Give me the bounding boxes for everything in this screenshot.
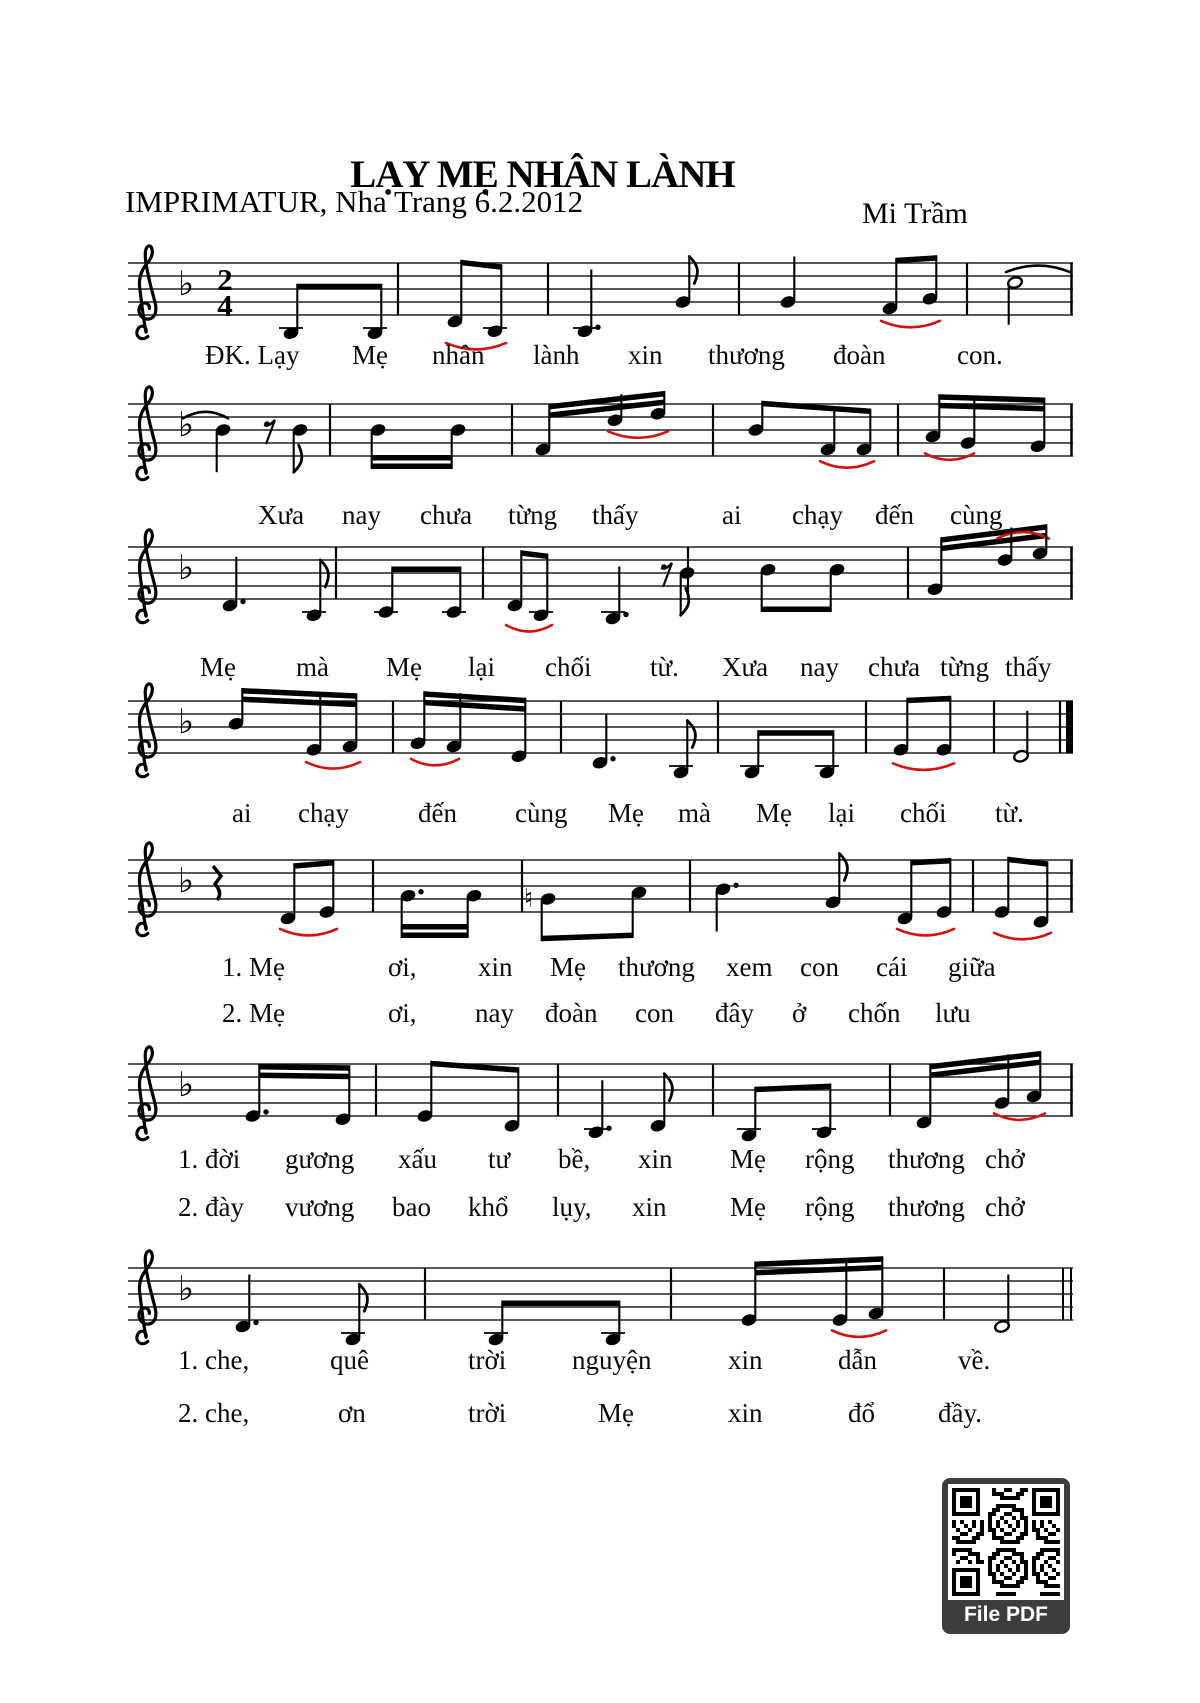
lyric-word: từng bbox=[508, 500, 558, 530]
note bbox=[820, 407, 836, 457]
note bbox=[450, 423, 466, 469]
lyric-word: vương bbox=[285, 1192, 355, 1222]
note bbox=[235, 1275, 259, 1334]
staff-system-2 bbox=[128, 364, 1083, 514]
note bbox=[228, 688, 244, 731]
lyric-word: đổ bbox=[848, 1398, 875, 1428]
beam bbox=[502, 1301, 619, 1307]
lyric-word: Mẹ bbox=[598, 1398, 634, 1428]
note bbox=[292, 423, 308, 472]
staff-system-4 bbox=[128, 661, 1083, 811]
lyric-word: con bbox=[635, 998, 674, 1028]
lyric-word: Mẹ bbox=[756, 798, 792, 828]
tie-arc bbox=[1006, 266, 1070, 273]
lyric-word: lành bbox=[533, 340, 580, 370]
slur-arc bbox=[994, 933, 1051, 940]
beam bbox=[542, 933, 633, 942]
eighth-flag bbox=[689, 257, 697, 284]
note bbox=[370, 423, 386, 469]
imprimatur-line: IMPRIMATUR, Nha Trang 6.2.2012 bbox=[125, 184, 584, 219]
lyric-word: con bbox=[800, 952, 839, 982]
note bbox=[1033, 861, 1049, 928]
lyric-word: từ. bbox=[650, 652, 679, 682]
beam bbox=[461, 260, 501, 270]
lyric-word: cùng bbox=[950, 500, 1003, 530]
beam bbox=[521, 550, 547, 559]
note bbox=[363, 284, 387, 340]
lyric-word: lụy, bbox=[552, 1192, 592, 1222]
beam bbox=[372, 455, 452, 461]
note bbox=[400, 889, 424, 938]
lyric-word: nhân bbox=[432, 340, 485, 370]
slur-arc bbox=[832, 1330, 886, 1337]
lyric-word: mà bbox=[678, 798, 711, 828]
note bbox=[447, 260, 463, 329]
lyric-word: lại bbox=[828, 798, 855, 828]
note bbox=[601, 567, 629, 626]
lyric-word: 2. đày bbox=[178, 1192, 244, 1222]
flat-key-signature-icon: ♭ bbox=[178, 548, 195, 588]
beam bbox=[294, 860, 333, 869]
lyric-word: chở bbox=[985, 1192, 1025, 1222]
lyric-word: lưu bbox=[935, 998, 971, 1028]
qr-code-block[interactable] bbox=[942, 1478, 1070, 1634]
lyric-word: rộng bbox=[805, 1192, 855, 1222]
beam bbox=[911, 858, 950, 865]
note bbox=[442, 567, 466, 619]
lyric-word: cái bbox=[876, 952, 908, 982]
beam bbox=[896, 255, 936, 263]
treble-clef-icon bbox=[137, 684, 156, 777]
lyric-word: 2. Mẹ bbox=[222, 998, 285, 1028]
lyric-word: ĐK. Lạy bbox=[205, 340, 300, 370]
flat-key-signature-icon: ♭ bbox=[178, 861, 195, 901]
lyric-word: chốn bbox=[848, 998, 901, 1028]
eighth-flag bbox=[839, 854, 847, 881]
beam bbox=[372, 464, 452, 470]
beam bbox=[755, 1084, 830, 1093]
note bbox=[279, 284, 303, 340]
lyric-word: xin bbox=[728, 1398, 763, 1428]
note bbox=[737, 1087, 761, 1143]
lyric-word: từ. bbox=[995, 798, 1024, 828]
note bbox=[1013, 711, 1029, 763]
lyric-word: chưa bbox=[420, 500, 473, 530]
treble-clef-icon bbox=[137, 1251, 156, 1344]
note bbox=[994, 1275, 1010, 1334]
eighth-rest-icon bbox=[264, 420, 275, 444]
lyric-word: thương bbox=[888, 1192, 965, 1222]
lyric-word: ai bbox=[232, 798, 252, 828]
lyric-word: nay bbox=[342, 500, 381, 530]
lyric-word: thấy bbox=[1005, 652, 1052, 682]
lyric-word: 1. che, bbox=[178, 1345, 250, 1375]
beam bbox=[762, 401, 870, 414]
note bbox=[936, 858, 952, 919]
lyric-word: Mẹ bbox=[730, 1144, 766, 1174]
note bbox=[679, 566, 695, 615]
note bbox=[780, 257, 796, 309]
flat-key-signature-icon: ♭ bbox=[178, 405, 195, 445]
quarter-rest-icon bbox=[213, 866, 221, 900]
note bbox=[669, 721, 695, 780]
lyric-word: xin bbox=[478, 952, 513, 982]
lyric-word: Mẹ bbox=[352, 340, 388, 370]
note bbox=[410, 691, 426, 750]
note bbox=[825, 854, 848, 910]
note bbox=[927, 537, 943, 596]
note bbox=[925, 394, 941, 443]
lyric-word: cùng bbox=[515, 798, 568, 828]
beam bbox=[755, 1265, 882, 1276]
beam bbox=[259, 1064, 349, 1071]
slur-arc bbox=[608, 431, 668, 438]
note bbox=[812, 1084, 836, 1140]
lyric-word: 2. che, bbox=[178, 1398, 250, 1428]
beam bbox=[402, 924, 468, 930]
lyric-word: chối bbox=[545, 652, 592, 682]
lyric-word: chưa bbox=[868, 652, 921, 682]
lyric-word: Mẹ bbox=[200, 652, 236, 682]
note bbox=[916, 1064, 932, 1129]
slur-arc bbox=[280, 929, 337, 936]
note bbox=[715, 882, 739, 931]
lyric-word: thương bbox=[888, 1144, 965, 1174]
treble-clef-icon bbox=[137, 843, 156, 936]
lyric-word: bề, bbox=[558, 1144, 591, 1174]
slur-arc bbox=[411, 759, 459, 766]
note bbox=[374, 567, 398, 619]
lyric-word: Xưa bbox=[722, 652, 769, 682]
lyric-word: đây bbox=[715, 998, 754, 1028]
note bbox=[829, 563, 845, 612]
lyric-word: xem bbox=[726, 952, 773, 982]
lyric-word: xấu bbox=[398, 1144, 437, 1174]
lyric-word: thấy bbox=[592, 500, 639, 530]
final-barline-thick bbox=[1066, 701, 1073, 753]
lyric-word: đoàn bbox=[833, 340, 886, 370]
note bbox=[675, 257, 698, 309]
natural-sign-icon: ♮ bbox=[524, 884, 534, 914]
note bbox=[936, 696, 952, 757]
lyric-word: xin bbox=[632, 1192, 667, 1222]
page-title: LẠY MẸ NHÂN LÀNH bbox=[350, 153, 735, 197]
treble-clef-icon bbox=[137, 530, 156, 623]
note bbox=[994, 857, 1010, 919]
lyric-word: ơn bbox=[338, 1398, 366, 1428]
beam bbox=[755, 1256, 882, 1267]
note bbox=[1007, 276, 1023, 325]
beam bbox=[758, 730, 833, 736]
lyric-word: Mẹ bbox=[386, 652, 422, 682]
lyric-word: Mẹ bbox=[608, 798, 644, 828]
beam bbox=[939, 394, 1044, 403]
beam bbox=[762, 607, 831, 613]
lyric-word: ơi, bbox=[388, 998, 417, 1028]
beam bbox=[1008, 857, 1047, 867]
slur-arc bbox=[881, 321, 940, 328]
note bbox=[573, 270, 601, 339]
note bbox=[417, 1061, 433, 1123]
note bbox=[584, 1080, 612, 1139]
eighth-rest-icon bbox=[661, 563, 672, 587]
lyric-word: giữa bbox=[948, 952, 996, 982]
lyric-word: chạy bbox=[792, 500, 843, 530]
slur-arc bbox=[893, 763, 954, 770]
lyric-word: ơi, bbox=[388, 952, 417, 982]
beam bbox=[259, 1073, 349, 1080]
qr-label: File PDF bbox=[963, 1603, 1048, 1626]
lyric-word: chở bbox=[985, 1144, 1025, 1174]
lyric-word: quê bbox=[330, 1345, 369, 1375]
note bbox=[760, 563, 776, 612]
lyric-word: dẫn bbox=[838, 1345, 877, 1375]
lyric-word: khổ bbox=[468, 1192, 509, 1222]
note bbox=[319, 860, 335, 919]
lyric-word: đến bbox=[418, 798, 457, 828]
beam bbox=[907, 696, 950, 703]
note bbox=[592, 714, 616, 770]
flat-key-signature-icon: ♭ bbox=[178, 1065, 195, 1105]
lyric-word: nay bbox=[800, 652, 839, 682]
lyric-word: trời bbox=[468, 1345, 507, 1375]
treble-clef-icon bbox=[137, 387, 156, 480]
slur-arc bbox=[506, 625, 552, 632]
flat-key-signature-icon: ♭ bbox=[178, 702, 195, 742]
lyric-word: lại bbox=[468, 652, 495, 682]
note bbox=[215, 423, 231, 472]
slur-arc bbox=[897, 929, 954, 936]
slur-arc bbox=[820, 461, 874, 468]
lyric-word: đoàn bbox=[545, 998, 598, 1028]
lyric-word: nay bbox=[475, 998, 514, 1028]
beam bbox=[431, 1061, 518, 1073]
eighth-flag bbox=[681, 588, 689, 615]
lyric-word: gương bbox=[285, 1144, 355, 1174]
note bbox=[815, 730, 839, 779]
eighth-flag bbox=[664, 1074, 672, 1101]
note bbox=[529, 554, 553, 623]
beam bbox=[392, 567, 460, 573]
lyric-word: tư bbox=[488, 1144, 511, 1174]
lyric-word: đầy. bbox=[938, 1398, 982, 1428]
flat-key-signature-icon: ♭ bbox=[178, 264, 195, 304]
lyric-word: xin bbox=[638, 1144, 673, 1174]
lyric-word: trời bbox=[468, 1398, 507, 1428]
flat-key-signature-icon: ♭ bbox=[178, 1269, 195, 1309]
lyric-word: đến bbox=[875, 500, 914, 530]
lyric-word: chối bbox=[900, 798, 947, 828]
note bbox=[882, 258, 898, 316]
slur-arc bbox=[306, 762, 360, 769]
eighth-flag bbox=[294, 445, 302, 472]
qr-code-image bbox=[948, 1484, 1064, 1600]
staff-system-5 bbox=[128, 820, 1083, 970]
lyric-word: mà bbox=[296, 652, 329, 682]
lyric-word: 1. đời bbox=[178, 1144, 241, 1174]
note bbox=[302, 560, 328, 622]
beam bbox=[242, 697, 356, 708]
lyric-word: chạy bbox=[298, 798, 349, 828]
lyric-word: Mẹ bbox=[730, 1192, 766, 1222]
lyric-word: về. bbox=[958, 1345, 991, 1375]
lyric-word: Mẹ bbox=[550, 952, 586, 982]
note bbox=[740, 730, 764, 779]
note bbox=[856, 409, 872, 457]
note bbox=[466, 889, 482, 938]
lyric-word: rộng bbox=[805, 1144, 855, 1174]
lyric-word: từng bbox=[940, 652, 990, 682]
lyric-word: ở bbox=[792, 998, 807, 1028]
treble-clef-icon bbox=[137, 1047, 156, 1140]
lyric-word: xin bbox=[728, 1345, 763, 1375]
beam bbox=[297, 284, 381, 290]
note bbox=[897, 860, 913, 925]
lyric-word: xin bbox=[628, 340, 663, 370]
beam bbox=[402, 933, 468, 939]
treble-clef-icon bbox=[137, 246, 156, 339]
composer-name: Mi Trầm bbox=[862, 197, 968, 230]
note bbox=[994, 1054, 1010, 1110]
lyric-word: Xưa bbox=[258, 500, 305, 530]
lyric-word: con. bbox=[957, 340, 1003, 370]
lyric-word: ai bbox=[722, 500, 742, 530]
eighth-flag bbox=[687, 721, 695, 748]
beam bbox=[242, 688, 356, 699]
lyric-word: nguyện bbox=[572, 1345, 652, 1375]
lyric-word: 1. Mẹ bbox=[222, 952, 285, 982]
time-signature-numerator: 2 bbox=[217, 262, 233, 297]
lyric-word: thương bbox=[708, 340, 785, 370]
note bbox=[748, 401, 764, 437]
lyric-word: bao bbox=[392, 1192, 431, 1222]
lyric-word: thương bbox=[618, 952, 695, 982]
time-signature-denominator: 4 bbox=[217, 288, 233, 323]
note bbox=[222, 557, 246, 613]
